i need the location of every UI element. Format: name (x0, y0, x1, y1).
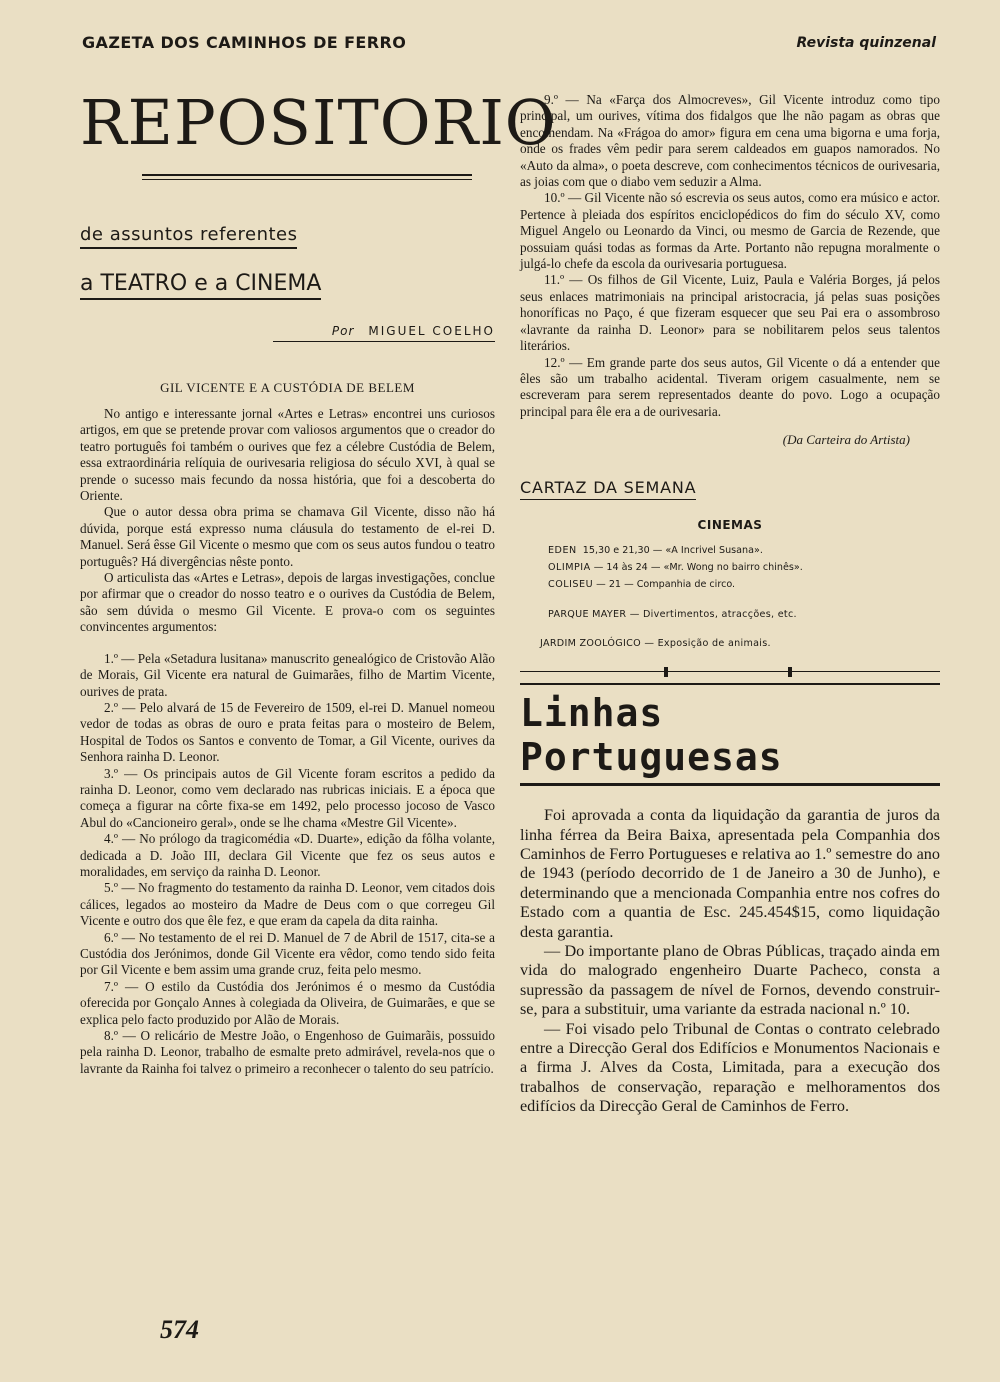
linhas-title-box (520, 683, 940, 786)
cinema-listing (548, 576, 940, 593)
byline (80, 324, 495, 338)
cartaz-title: CARTAZ DA SEMANA (520, 478, 696, 500)
repositorio-subtitle-1: de assuntos referentes (80, 224, 297, 249)
publication-title: GAZETA DOS CAMINHOS DE FERRO (82, 33, 407, 52)
article-point: 11.º — Os filhos de Gil Vicente, Luiz, Paula e Valéria Borges, já pelos seus enlaces matrimoniais na principal aristocracia, já pelas suas posições honoríficas no Paço, é que fizeram esquecer que seu Pai era o assombroso «lavrante da rainha D. Leonor» para se nobilitarem pelos seus talentos literários. (520, 272, 940, 354)
page-number: 574 (160, 1315, 199, 1344)
cinemas-heading: CINEMAS (697, 518, 763, 533)
cinema-list (548, 542, 940, 593)
cinema-listing (548, 559, 940, 576)
cinema-name: EDEN (548, 545, 577, 557)
byline-author: MIGUEL COELHO (368, 324, 495, 338)
cinema-name: OLIMPIA (548, 562, 591, 574)
article-point: 7.º — O estilo da Custódia dos Jerónimos é o mesmo da Custódia oferecida por Gonçalo Annes à colegiada da Oliveira, de Guimarães, e que se explica pelo facto produzido por Alão de Morais. (80, 978, 495, 1027)
article-point: 12.º — Em grande parte dos seus autos, Gil Vicente o dá a entender que êles são um trabalho acidental. Tiveram origem casualmente, nem se escreveram para serem representados deante do povo. Logo a ocupação principal para êle era a de ourivesaria. (520, 354, 940, 419)
article-paragraph: Que o autor dessa obra prima se chamava Gil Vicente, disso não há dúvida, porque está expresso numa cláusula do testamento de el-rei D. Manuel. Será êsse Gil Vicente o mesmo que com os seus autos fundou o teatro português? Há divergências nêste ponto. (80, 504, 495, 569)
article-source: (Da Carteira do Artista) (782, 432, 910, 448)
article-point: 9.º — Na «Farça dos Almocreves», Gil Vicente introduz como tipo principal, um ourives, vítima dos fidalgos que lhe não pagam as obras que encomendam. Na «Frágoa do amor» figura em cena uma bigorna e uma forja, onde os frades vêm pedir para serem caldeados em guapos namorados. No «Auto da alma», o poeta descreve, com conhecimentos técnicos de ourivesaria, as joias com que o diabo vem seduzir a Alma. (520, 92, 940, 190)
byline-rule (273, 341, 495, 342)
section-divider (520, 667, 940, 677)
article-paragraph: O articulista das «Artes e Letras», depois de largas investigações, conclue por afirmar que o creador do nosso teatro e o ourives da Custódia de Belem, são sem dúvida o mesmo Gil Vicente. E prova-o com os seguintes convincentes argumentos: (80, 570, 495, 635)
article-point: 10.º — Gil Vicente não só escrevia os seus autos, como era músico e actor. Pertence à pleiada dos espíritos enciclopédicos do fim do século XV, como Miguel Angelo ou Leonardo da Vinci, ou mesmo de Garcia de Rezende, que possuiam quási todas as formas da Arte. Portanto não repugna moralmente o julgá-lo chefe da escola da ourivesaria portuguesa. (520, 190, 940, 272)
publication-frequency: Revista quinzenal (796, 35, 936, 51)
cinema-name: COLISEU (548, 579, 594, 591)
linhas-body (520, 806, 940, 1117)
article-point: 1.º — Pela «Setadura lusitana» manuscrito genealógico de Cristovão Alão de Morais, Gil Vicente era natural de Guimarães, filho de Martim Vicente, ourives de prata. (80, 650, 495, 699)
parque-listing: PARQUE MAYER — Divertimentos, atracções, etc. (548, 609, 797, 621)
article-point: 5.º — No fragmento do testamento da rainha D. Leonor, vem citados dois cálices, legados ao mosteiro da Madre de Deus com o que corregeu Gil Vicente e outro dos que êle fez, e que eram da capela da dita rainha. (80, 880, 495, 929)
linhas-paragraph: — Do importante plano de Obras Públicas, traçado ainda em vida do malogrado engenheiro Duarte Pacheco, consta a supressão da passagem de nível de Fornos, devendo construir-se, para a substituir, uma variante da estrada nacional n.º 10. (520, 941, 940, 1019)
cinema-info: 15,30 e 21,30 — «A Incrivel Susana». (582, 545, 763, 557)
linhas-paragraph: — Foi visado pelo Tribunal de Contas o contrato celebrado entre a Direcção Geral dos Edifícios e Monumentos Nacionais e a firma J. Alves da Costa, Limitada, para a execução dos trabalhos de conservação, reparação e melhoramentos dos edifícios da Direcção Geral de Caminhos de Ferro. (520, 1019, 940, 1116)
article-point: 2.º — Pelo alvará de 15 de Fevereiro de 1509, el-rei D. Manuel nomeou vedor de todas as obras de ouro e prata feitas para o mosteiro de Belem, Hospital de Todos os Santos e convento de Tomar, a Gil Vicente, ourives da Senhora rainha D. Leonor. (80, 699, 495, 765)
repositorio-subtitle-2: a TEATRO e a CINEMA (80, 271, 321, 300)
article-point: 3.º — Os principais autos de Gil Vicente foram escritos a pedido da rainha D. Leonor, como vem declarado nas rubricas iniciais. E a época que começa a figurar na côrte fixa-se em 1492, pelo processo jocoso de Vasco Abul do «Cancioneiro geral», onde se lhe chama «Mestre Gil Vicente». (80, 765, 495, 830)
repositorio-title: REPOSITORIO (80, 86, 557, 159)
jardim-listing: JARDIM ZOOLÓGICO — Exposição de animais. (540, 638, 771, 650)
article-point: 8.º — O relicário de Mestre João, o Engenhoso de Guimarãis, possuido pela rainha D. Leonor, trabalho de esmalte preto admirável, revela-nos que o lavrante da Rainha foi talvez o primeiro a reconhecer o talento do seu patrício. (80, 1028, 495, 1076)
cinema-info: — 21 — Companhia de circo. (596, 579, 736, 591)
linhas-paragraph: Foi aprovada a conta da liquidação da garantia de juros da linha férrea da Beira Baixa, apresentada pela Companhia dos Caminhos de Ferro Portugueses e relativa ao 1.º semestre do ano de 1943 (período decorrido de 1 de Janeiro a 30 de Junho), e determinando que a mencionada Companhia entre nos cofres do Estado com a quantia de Esc. 245.454$15, como liquidação desta garantia. (520, 806, 940, 941)
right-column (520, 92, 940, 1117)
left-column (80, 86, 557, 1077)
article-paragraph: No antigo e interessante jornal «Artes e Letras» encontrei uns curiosos artigos, em que se pretende provar com valiosos argumentos que o creador do teatro português foi também o ourives que fez a célebre Custódia de Belem, essa extraordinária relíquia de ourivesaria religiosa do século XVI, à qual se prende o sucesso mais fecundo da nossa história, que foi a descoberta do Oriente. (80, 406, 495, 504)
cinema-listing (548, 542, 940, 559)
linhas-title: Linhas Portuguesas (520, 691, 783, 780)
byline-prefix: Por (331, 324, 355, 338)
cinema-info: — 14 às 24 — «Mr. Wong no bairro chinês». (593, 562, 803, 574)
article-point: 4.º — No prólogo da tragicomédia «D. Duarte», edição da fôlha volante, dedicada a D. João III, declara Gil Vicente que fez os seus autos e moralidades, em serviço da rainha D. Leonor. (80, 831, 495, 879)
article-point: 6.º — No testamento de el rei D. Manuel de 7 de Abril de 1517, cita-se a Custódia dos Jerónimos, donde Gil Vicente era vêdor, como tendo sido feita por Gil Vicente e bem assim uma grande cruz, feita pelo mesmo. (80, 929, 495, 978)
title-rule (142, 174, 472, 180)
article-title: GIL VICENTE E A CUSTÓDIA DE BELEM (160, 380, 415, 395)
